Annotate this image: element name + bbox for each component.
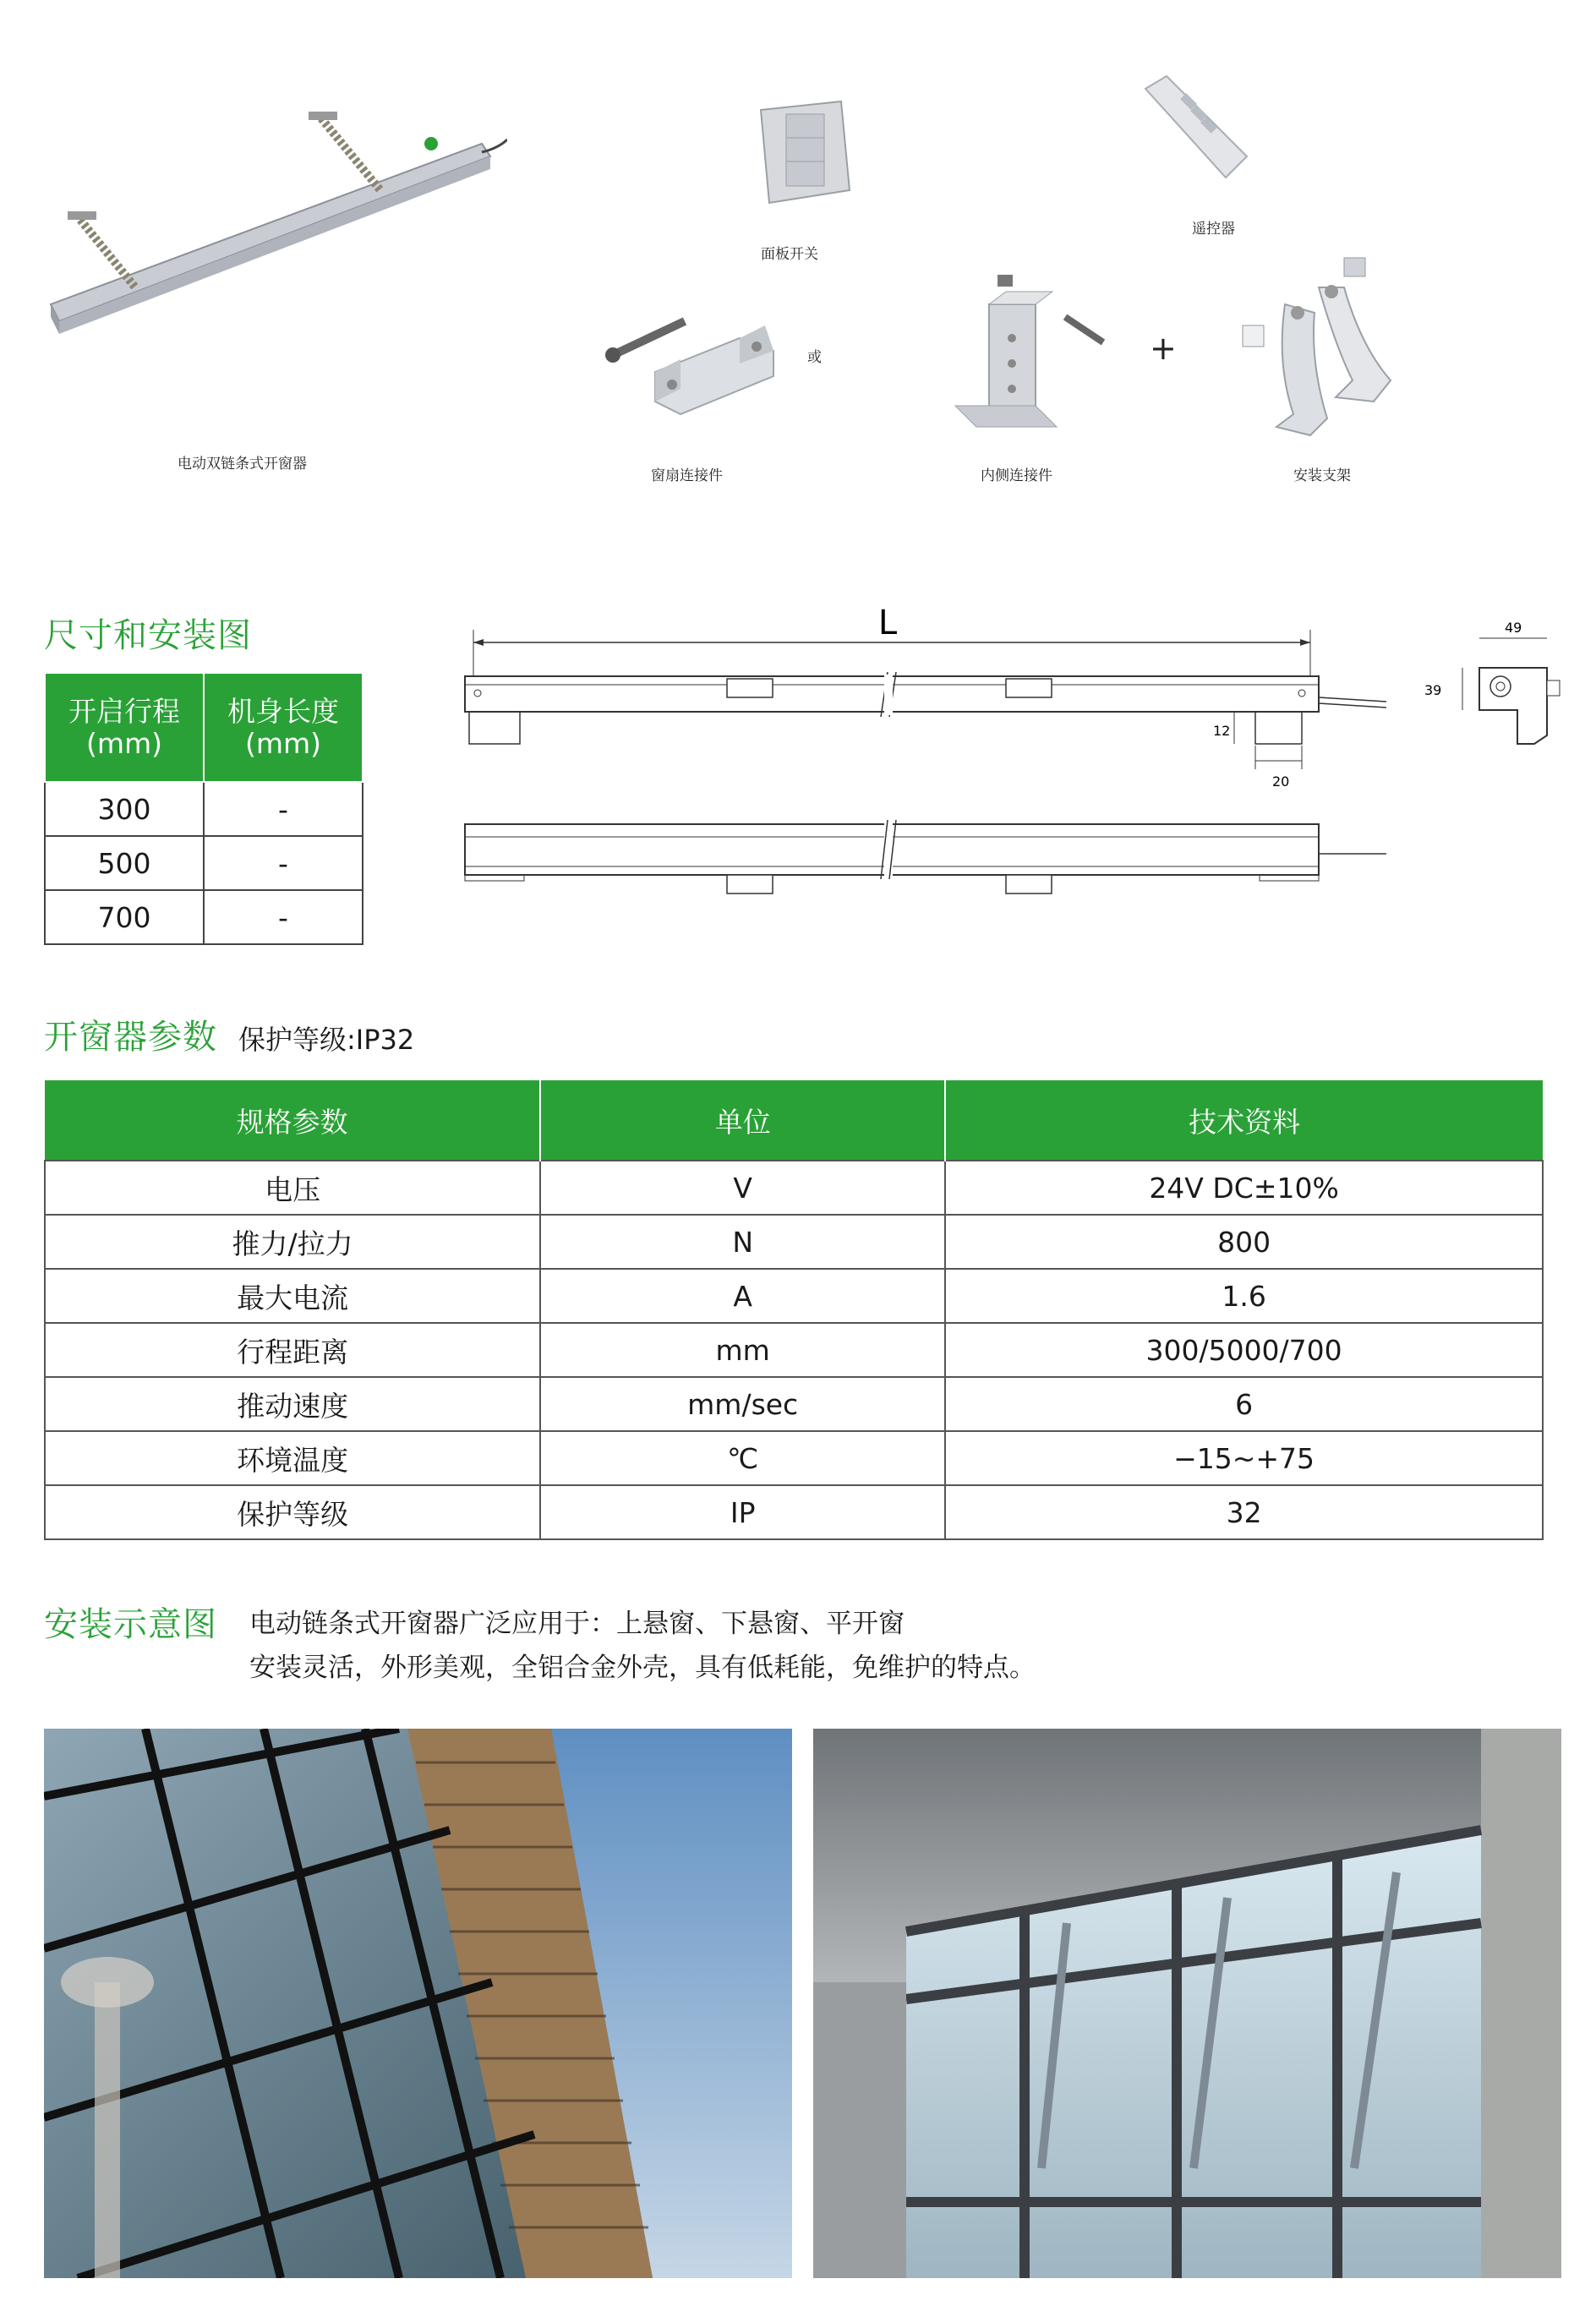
table-row xyxy=(45,890,363,944)
dim-39-label: 39 xyxy=(1424,682,1442,698)
table-row xyxy=(45,1485,1543,1539)
inner-connector-illustration xyxy=(947,270,1107,456)
sash-connector-illustration xyxy=(604,304,782,423)
table-row xyxy=(45,836,363,890)
bracket-caption: 安装支架 xyxy=(1293,467,1351,484)
stroke-cell: 500 xyxy=(45,836,204,890)
interior-photo xyxy=(813,1729,1561,2278)
table-row xyxy=(45,1431,1543,1485)
plus-label: + xyxy=(1150,330,1177,367)
spec-unit: ℃ xyxy=(540,1431,945,1485)
spec-unit: V xyxy=(540,1161,945,1215)
dimensions-title: 尺寸和安装图 xyxy=(44,616,252,655)
dim-12-label: 12 xyxy=(1213,723,1231,739)
spec-value: 6 xyxy=(945,1377,1543,1431)
spec-name: 推动速度 xyxy=(45,1377,540,1431)
dim-20-label: 20 xyxy=(1272,773,1290,790)
header-stroke: 开启行程 (mm) xyxy=(45,673,204,782)
spec-unit: N xyxy=(540,1215,945,1269)
spec-value: −15~+75 xyxy=(945,1431,1543,1485)
spec-value: 32 xyxy=(945,1485,1543,1539)
spec-value: 800 xyxy=(945,1215,1543,1269)
bracket-illustration xyxy=(1226,254,1412,448)
table-row xyxy=(45,1215,1543,1269)
header-spec: 规格参数 xyxy=(45,1080,540,1161)
remote-illustration xyxy=(1137,72,1255,190)
params-subtitle: 保护等级:IP32 xyxy=(238,1024,415,1056)
facade-photo xyxy=(44,1729,792,2278)
table-row xyxy=(45,1269,1543,1323)
length-cell: - xyxy=(204,836,363,890)
chain-opener-illustration xyxy=(34,93,507,380)
header-value: 技术资料 xyxy=(945,1080,1543,1161)
table-row xyxy=(45,1323,1543,1377)
spec-name: 电压 xyxy=(45,1161,540,1215)
stroke-cell: 300 xyxy=(45,782,204,836)
install-desc-line2: 安装灵活，外形美观，全铝合金外壳，具有低耗能，免维护的特点。 xyxy=(249,1653,1036,1683)
table-row xyxy=(45,1161,1543,1215)
main-product-caption: 电动双链条式开窗器 xyxy=(178,456,307,473)
or-label: 或 xyxy=(807,349,822,366)
params-table xyxy=(44,1080,1544,1540)
dimension-drawing xyxy=(448,592,1572,947)
inner-connector-caption: 内侧连接件 xyxy=(981,467,1052,484)
spec-value: 300/5000/700 xyxy=(945,1323,1543,1377)
install-title: 安装示意图 xyxy=(44,1605,217,1644)
spec-name: 推力/拉力 xyxy=(45,1215,540,1269)
spec-name: 环境温度 xyxy=(45,1431,540,1485)
install-desc-line1: 电动链条式开窗器广泛应用于：上悬窗、下悬窗、平开窗 xyxy=(249,1609,905,1639)
spec-unit: IP xyxy=(540,1485,945,1539)
panel-switch-caption: 面板开关 xyxy=(761,246,818,263)
spec-unit: A xyxy=(540,1269,945,1323)
length-cell: - xyxy=(204,890,363,944)
spec-unit: mm xyxy=(540,1323,945,1377)
spec-name: 保护等级 xyxy=(45,1485,540,1539)
length-label: L xyxy=(877,604,898,642)
panel-switch-illustration xyxy=(757,97,858,207)
length-cell: - xyxy=(204,782,363,836)
spec-name: 最大电流 xyxy=(45,1269,540,1323)
table-row xyxy=(45,782,363,836)
table-row xyxy=(45,1377,1543,1431)
dimensions-table xyxy=(44,672,363,945)
header-length: 机身长度 (mm) xyxy=(204,673,363,782)
remote-caption: 遥控器 xyxy=(1192,221,1235,238)
dim-49-label: 49 xyxy=(1505,620,1522,636)
stroke-cell: 700 xyxy=(45,890,204,944)
spec-unit: mm/sec xyxy=(540,1377,945,1431)
spec-value: 1.6 xyxy=(945,1269,1543,1323)
spec-name: 行程距离 xyxy=(45,1323,540,1377)
header-unit: 单位 xyxy=(540,1080,945,1161)
params-title: 开窗器参数 xyxy=(44,1018,217,1057)
spec-value: 24V DC±10% xyxy=(945,1161,1543,1215)
sash-connector-caption: 窗扇连接件 xyxy=(651,467,723,484)
